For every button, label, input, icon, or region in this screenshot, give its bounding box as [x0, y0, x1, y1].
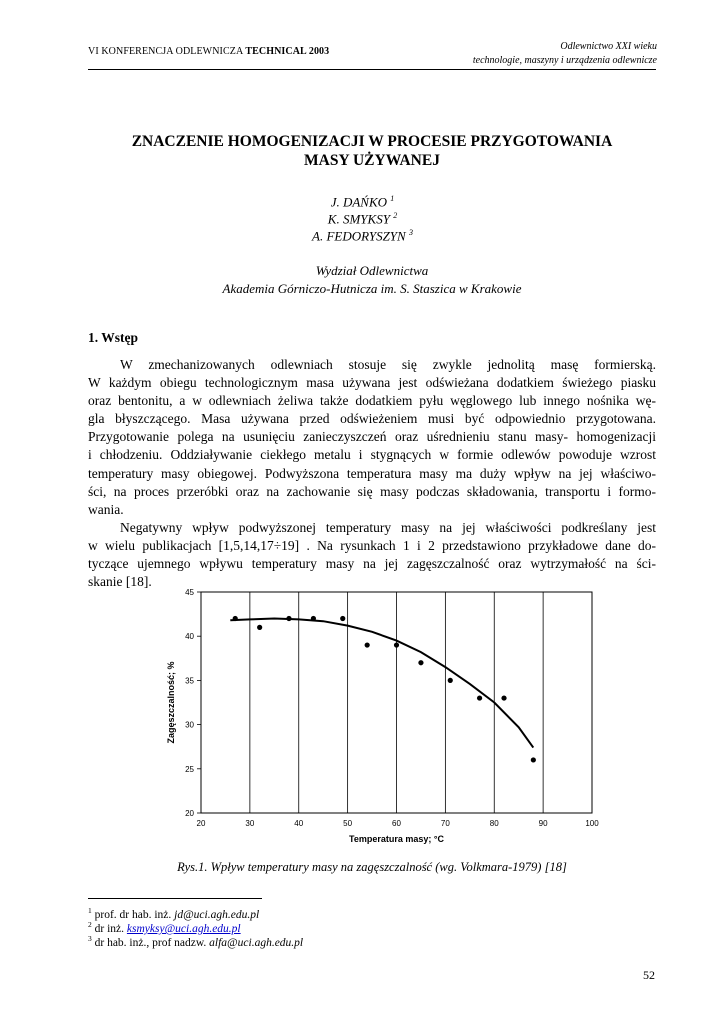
- trend-line: [230, 619, 533, 748]
- text-line: W zmechanizowanych odlewniach stosuje się zwykle jednolitą masę formierską.: [120, 357, 656, 372]
- data-point: [501, 695, 506, 700]
- x-tick-label: 50: [343, 819, 353, 828]
- author-name: K. SMYKSY: [327, 211, 390, 227]
- y-tick-label: 20: [185, 809, 194, 818]
- data-point: [340, 616, 345, 621]
- footnote-number: 1: [88, 906, 92, 915]
- x-tick-label: 30: [245, 819, 255, 828]
- x-tick-label: 20: [196, 819, 206, 828]
- footnote-email-link[interactable]: ksmyksy@uci.agh.edu.pl: [126, 922, 241, 935]
- x-axis-label: Temperatura masy; °C: [349, 834, 444, 844]
- author-3: [0, 228, 725, 244]
- body-paragraph-1: [88, 356, 656, 519]
- data-point: [448, 678, 453, 683]
- data-points: [233, 616, 536, 763]
- text-line: skanie [18].: [88, 574, 152, 590]
- data-point: [531, 757, 536, 762]
- y-tick-label: 45: [185, 588, 194, 597]
- x-tick-label: 60: [392, 819, 401, 828]
- body-paragraph-2: [88, 519, 656, 591]
- footnote-separator: [88, 898, 262, 899]
- text-line: Przygotowanie polega na usunięciu zanieczyszczeń oraz uśrednieniu stanu masy- homogenizacji: [88, 429, 656, 445]
- y-tick-label: 30: [185, 720, 194, 730]
- data-point: [477, 695, 482, 700]
- author-2: [0, 211, 725, 227]
- x-tick-labels: [197, 819, 600, 828]
- x-tick-label: 80: [489, 819, 499, 828]
- header-series-subtitle: technologie, maszyny i urządzenia odlewnicze: [472, 55, 657, 66]
- x-tick-label: 40: [294, 819, 304, 828]
- paper-title: [88, 132, 656, 170]
- grid-lines: [197, 592, 543, 813]
- header-conference-bold: TECHNICAL 2003: [245, 46, 330, 57]
- data-point: [233, 616, 238, 621]
- x-tick-label: 70: [440, 819, 450, 828]
- figure-chart: [160, 588, 610, 850]
- affiliation-university: Akademia Górniczo-Hutnicza im. S. Staszica w Krakowie: [222, 281, 522, 296]
- data-point: [394, 642, 399, 647]
- page-number: 52: [643, 968, 655, 982]
- data-point: [286, 616, 291, 621]
- text-line: i chłodzeniu. Oddziaływanie ciekłego metalu i stygnących w formie odlewów powoduje wzrost: [88, 447, 656, 463]
- y-tick-labels: [185, 588, 194, 818]
- author-name: J. DAŃKO: [330, 194, 388, 210]
- figure-caption: Rys.1. Wpływ temperatury masy na zagęszczalność (wg. Volkmara-1979) [18]: [177, 860, 567, 874]
- text-line: wania.: [88, 501, 124, 517]
- header-rule: [88, 69, 656, 70]
- title-line-2: MASY UŻYWANEJ: [304, 152, 440, 169]
- header-conference: VI KONFERENCJA ODLEWNICZA: [88, 46, 246, 57]
- affiliation-faculty: Wydział Odlewnictwa: [315, 263, 429, 278]
- running-header-left: [88, 46, 329, 57]
- text-line: oraz bentonitu, a w odlewniach żeliwa także dodatkiem pyłu węglowego lub innego nośnika wę-: [88, 393, 656, 409]
- data-point: [257, 625, 262, 630]
- footnote-text: dr hab. inż., prof nadzw.: [94, 936, 210, 949]
- data-point: [311, 616, 316, 621]
- y-tick-label: 40: [185, 632, 194, 642]
- footnote-number: 2: [88, 920, 92, 929]
- text-line: W każdym obiegu technologicznym masa używana jest odświeżana dodatkiem świeżego piasku: [88, 375, 656, 391]
- section-heading: 1. Wstęp: [88, 330, 139, 345]
- author-name: A. FEDORYSZYN: [312, 228, 406, 244]
- text-line: Negatywny wpływ podwyższonej temperatury masy na jej właściwości podkreślany jest: [120, 520, 656, 535]
- text-line: tyczące ujemnego wpływu temperatury masy na jej zagęszczalność oraz wytrzymałość na ści-: [88, 556, 656, 572]
- author-1: [0, 194, 725, 210]
- y-tick-label: 25: [185, 764, 194, 774]
- footnote-text: dr inż.: [94, 922, 127, 935]
- running-header-right: [473, 40, 657, 68]
- data-point: [365, 642, 370, 647]
- author-footnote-mark: 1: [390, 194, 395, 203]
- text-line: temperatury masy obiegowej. Podwyższona temperatura masy ma duży wpływ na jej właściwo-: [88, 465, 656, 481]
- y-axis-label: Zagęszczalność; %: [166, 661, 176, 744]
- affiliation: [88, 262, 656, 298]
- footnote-text: prof. dr hab. inż.: [94, 908, 175, 921]
- data-point: [418, 660, 423, 665]
- x-tick-label: 90: [538, 819, 548, 828]
- text-line: w wielu publikacjach [1,5,14,17÷19] . Na rysunkach 1 i 2 przedstawiono przykładowe dane do-: [88, 538, 656, 554]
- footnote-3: [88, 932, 303, 950]
- author-footnote-mark: 2: [393, 211, 398, 220]
- footnote-number: 3: [88, 934, 92, 943]
- text-line: gla błyszczącego. Masa używana przed odświeżeniem musi być odpowiednio przygotowana.: [88, 411, 656, 427]
- footnote-email: alfa@uci.agh.edu.pl: [209, 936, 304, 949]
- text-line: ści, na proces przeróbki oraz na zachowanie się masy podczas składowania, transportu i formo-: [88, 483, 656, 499]
- header-series-title: Odlewnictwo XXI wieku: [560, 41, 657, 52]
- author-footnote-mark: 3: [408, 228, 413, 237]
- x-tick-label: 100: [585, 819, 599, 828]
- title-line-1: ZNACZENIE HOMOGENIZACJI W PROCESIE PRZYGOTOWANIA: [131, 133, 613, 150]
- y-tick-label: 35: [185, 676, 194, 686]
- footnote-email: jd@uci.agh.edu.pl: [174, 908, 260, 921]
